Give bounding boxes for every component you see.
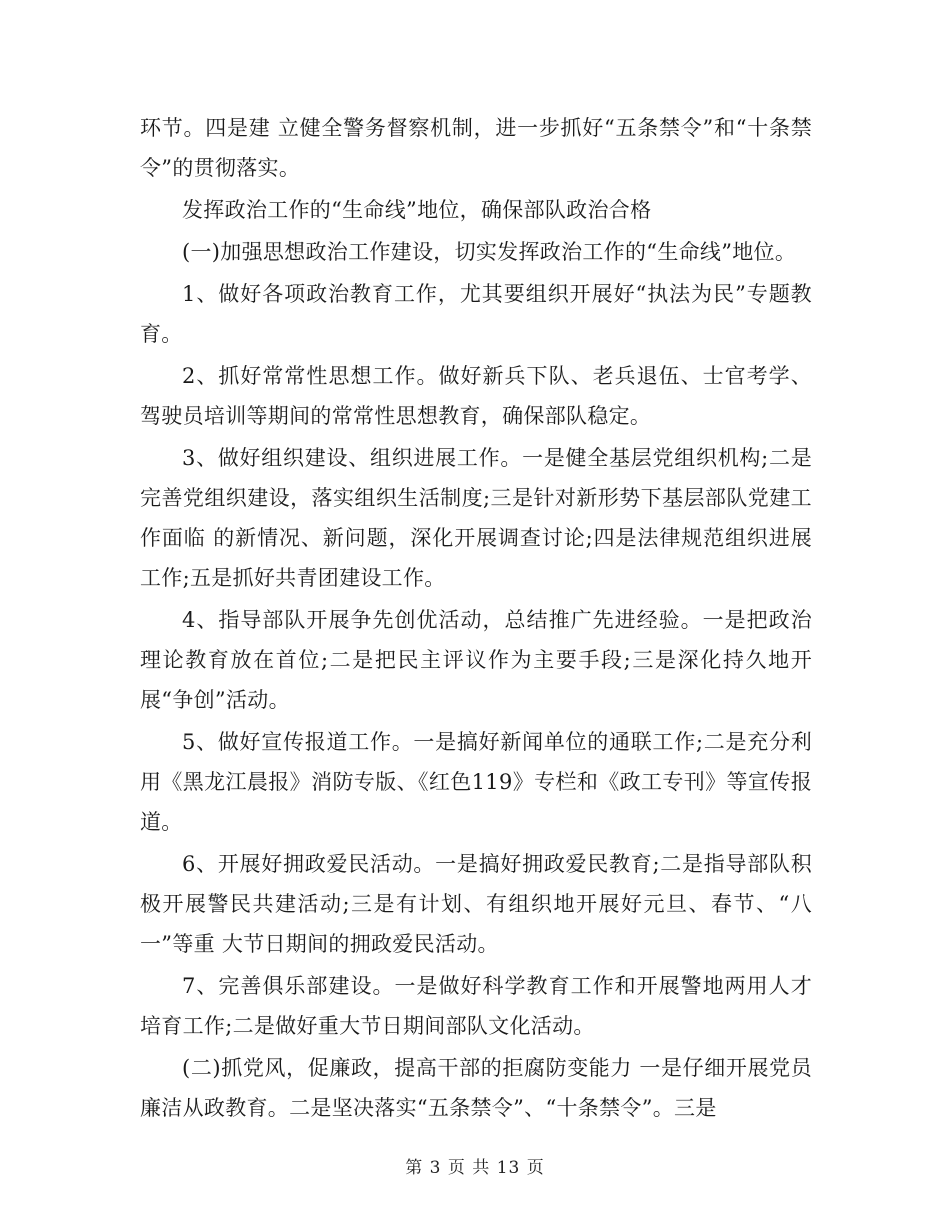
paragraph-9: 6、开展好拥政爱民活动。一是搞好拥政爱民教育;二是指导部队积极开展警民共建活动;三是有计划、有组织地开展好元旦、春节、“八一”等重 大节日期间的拥政爱民活动。 — [140, 852, 812, 956]
paragraph-2-section-heading: 发挥政治工作的“生命线”地位，确保部队政治合格 — [182, 198, 652, 222]
document-body — [140, 108, 812, 1128]
paragraph-6: 3、做好组织建设、组织进展工作。一是健全基层党组织机构;二是完善党组织建设，落实组织生活制度;三是针对新形势下基层部队党建工作面临 的新情况、新问题，深化开展调查讨论;四是法律规范组织进展工作;五是抓好共青团建设工作。 — [140, 446, 812, 590]
paragraph-8: 5、做好宣传报道工作。一是搞好新闻单位的通联工作;二是充分利用《黑龙江晨报》消防专版、《红色119》专栏和《政工专刊》等宣传报道。 — [140, 730, 812, 834]
page-number-footer: 第 3 页 共 13 页 — [405, 1158, 545, 1178]
paragraph-10: 7、完善俱乐部建设。一是做好科学教育工作和开展警地两用人才培育工作;二是做好重大节日期间部队文化活动。 — [140, 974, 812, 1038]
paragraph-3: (一)加强思想政治工作建设，切实发挥政治工作的“生命线”地位。 — [182, 240, 797, 264]
paragraph-4: 1、做好各项政治教育工作，尤其要组织开展好“执法为民”专题教育。 — [140, 282, 812, 346]
paragraph-11: (二)抓党风，促廉政，提高干部的拒腐防变能力 一是仔细开展党员廉洁从政教育。二是坚决落实“五条禁令”、“十条禁令”。三是 — [140, 1056, 812, 1120]
paragraph-5: 2、抓好常常性思想工作。做好新兵下队、老兵退伍、士官考学、驾驶员培训等期间的常常性思想教育，确保部队稳定。 — [140, 364, 812, 428]
paragraph-1: 环节。四是建 立健全警务督察机制，进一步抓好“五条禁令”和“十条禁令”的贯彻落实。 — [140, 116, 812, 180]
paragraph-7: 4、指导部队开展争先创优活动，总结推广先进经验。一是把政治理论教育放在首位;二是把民主评议作为主要手段;三是深化持久地开展“争创”活动。 — [140, 608, 812, 712]
